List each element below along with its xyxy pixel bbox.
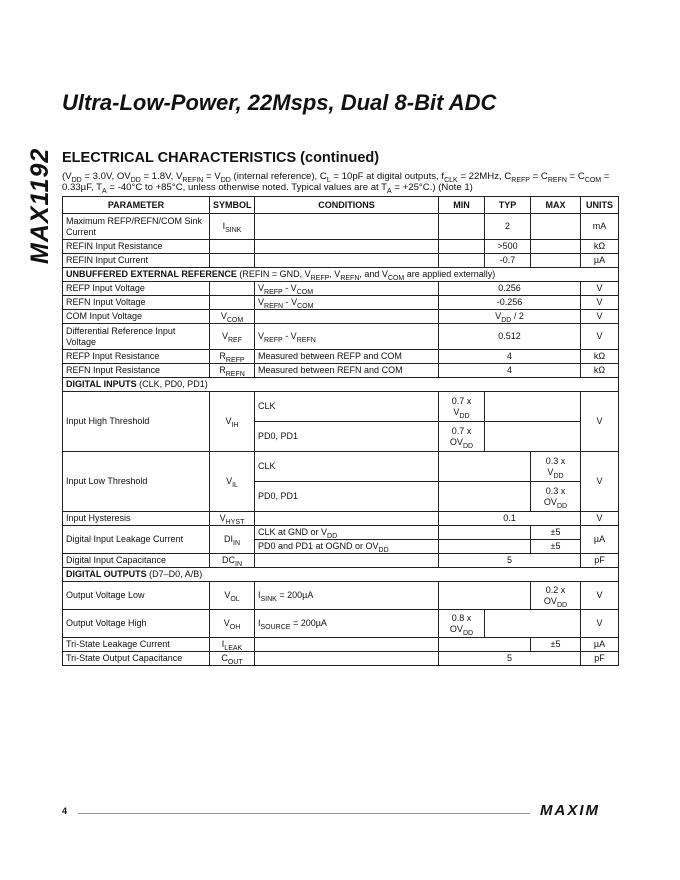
header-units: UNITS bbox=[581, 197, 619, 214]
header-max: MAX bbox=[531, 197, 581, 214]
table-row: PD0, PD1 0.3 x $OV_{DD}$ bbox=[63, 482, 619, 512]
page-number: 4 bbox=[62, 806, 68, 816]
table-row: REFP Input Resistance $R_{REFP}$ Measured between REFP and COM 4 kΩ bbox=[63, 350, 619, 364]
side-part-number: MAX1192 bbox=[26, 147, 54, 264]
table-row: Output Voltage High $V_{OH}$ $I_{SOURCE} = 200\mu A$ 0.8 x $OV_{DD}$ V bbox=[63, 610, 619, 638]
header-symbol: SYMBOL bbox=[210, 197, 255, 214]
footer-rule bbox=[78, 813, 530, 814]
table-row: Tri-State Leakage Current $I_{LEAK}$ ±5 µA bbox=[63, 638, 619, 652]
electrical-characteristics-table bbox=[62, 196, 619, 666]
table-row: Digital Input Leakage Current $DI_{IN}$ CLK at GND or $V_{DD}$ ±5 µA bbox=[63, 526, 619, 540]
section-heading: ELECTRICAL CHARACTERISTICS (continued) bbox=[62, 150, 380, 166]
section-row: DIGITAL OUTPUTS (D7–D0, A/B) bbox=[63, 568, 619, 582]
table-row: Tri-State Output Capacitance $C_{OUT}$ 5 pF bbox=[63, 652, 619, 666]
header-min: MIN bbox=[439, 197, 485, 214]
table-row: Input High Threshold $V_{IH}$ CLK 0.7 x $V_{DD}$ V bbox=[63, 392, 619, 422]
table-row: REFN Input Resistance $R_{REFN}$ Measured between REFN and COM 4 kΩ bbox=[63, 364, 619, 378]
section-row: DIGITAL INPUTS (CLK, PD0, PD1) bbox=[63, 378, 619, 392]
table-row: Input Low Threshold $V_{IL}$ CLK 0.3 x $V_{DD}$ V bbox=[63, 452, 619, 482]
table-row: Output Voltage Low $V_{OL}$ $I_{SINK} = 200\mu A$ 0.2 x $OV_{DD}$ V bbox=[63, 582, 619, 610]
table-row: Maximum REFP/REFN/COM Sink Current $I_{SINK}$ 2 mA bbox=[63, 214, 619, 240]
table-row: REFP Input Voltage $V_{REFP} - V_{COM}$ 0.256 V bbox=[63, 282, 619, 296]
table-row: REFIN Input Resistance >500 kΩ bbox=[63, 240, 619, 254]
table-row: Differential Reference Input Voltage $V_{REF}$ $V_{REFP} - V_{REFN}$ 0.512 V bbox=[63, 324, 619, 350]
section-row: UNBUFFERED EXTERNAL REFERENCE (REFIN = GND, $V_{REFP}$, $V_{REFN}$, and $V_{COM}$ are applied externally) bbox=[63, 268, 619, 282]
table-row: Digital Input Capacitance $DC_{IN}$ 5 pF bbox=[63, 554, 619, 568]
test-conditions: ($V_{DD} = 3.0V$, $OV_{DD} = 1.8V$, $V_{REFIN} = V_{DD}$ (internal reference), $C_L = 10pF$ at digital outputs, $f_{CLK} = 22MHz$, $C_{REFP} = C_{REFN} = C_{COM} = 0.33\mu F$, $T_A = -40^\circ C$ to +85°C, unless otherwise noted. Typical values are at $T_A = +25^\circ C$.) (Note 1) bbox=[62, 171, 610, 195]
table-row: Input Hysteresis $V_{HYST}$ 0.1 V bbox=[63, 512, 619, 526]
maxim-logo: MAXIM bbox=[540, 802, 600, 819]
table-header-row bbox=[63, 197, 619, 214]
table-row: PD0, PD1 0.7 x $OV_{DD}$ bbox=[63, 422, 619, 452]
table-row: PD0 and PD1 at OGND or $OV_{DD}$ ±5 bbox=[63, 540, 619, 554]
table-row: REFN Input Voltage $V_{REFN} - V_{COM}$ -0.256 V bbox=[63, 296, 619, 310]
header-parameter: PARAMETER bbox=[63, 197, 210, 214]
header-typ: TYP bbox=[485, 197, 531, 214]
page-title: Ultra-Low-Power, 22Msps, Dual 8-Bit ADC bbox=[62, 90, 497, 115]
header-conditions: CONDITIONS bbox=[255, 197, 439, 214]
table-row: COM Input Voltage $V_{COM}$ $V_{DD} / 2$ V bbox=[63, 310, 619, 324]
table-row: REFIN Input Current -0.7 µA bbox=[63, 254, 619, 268]
